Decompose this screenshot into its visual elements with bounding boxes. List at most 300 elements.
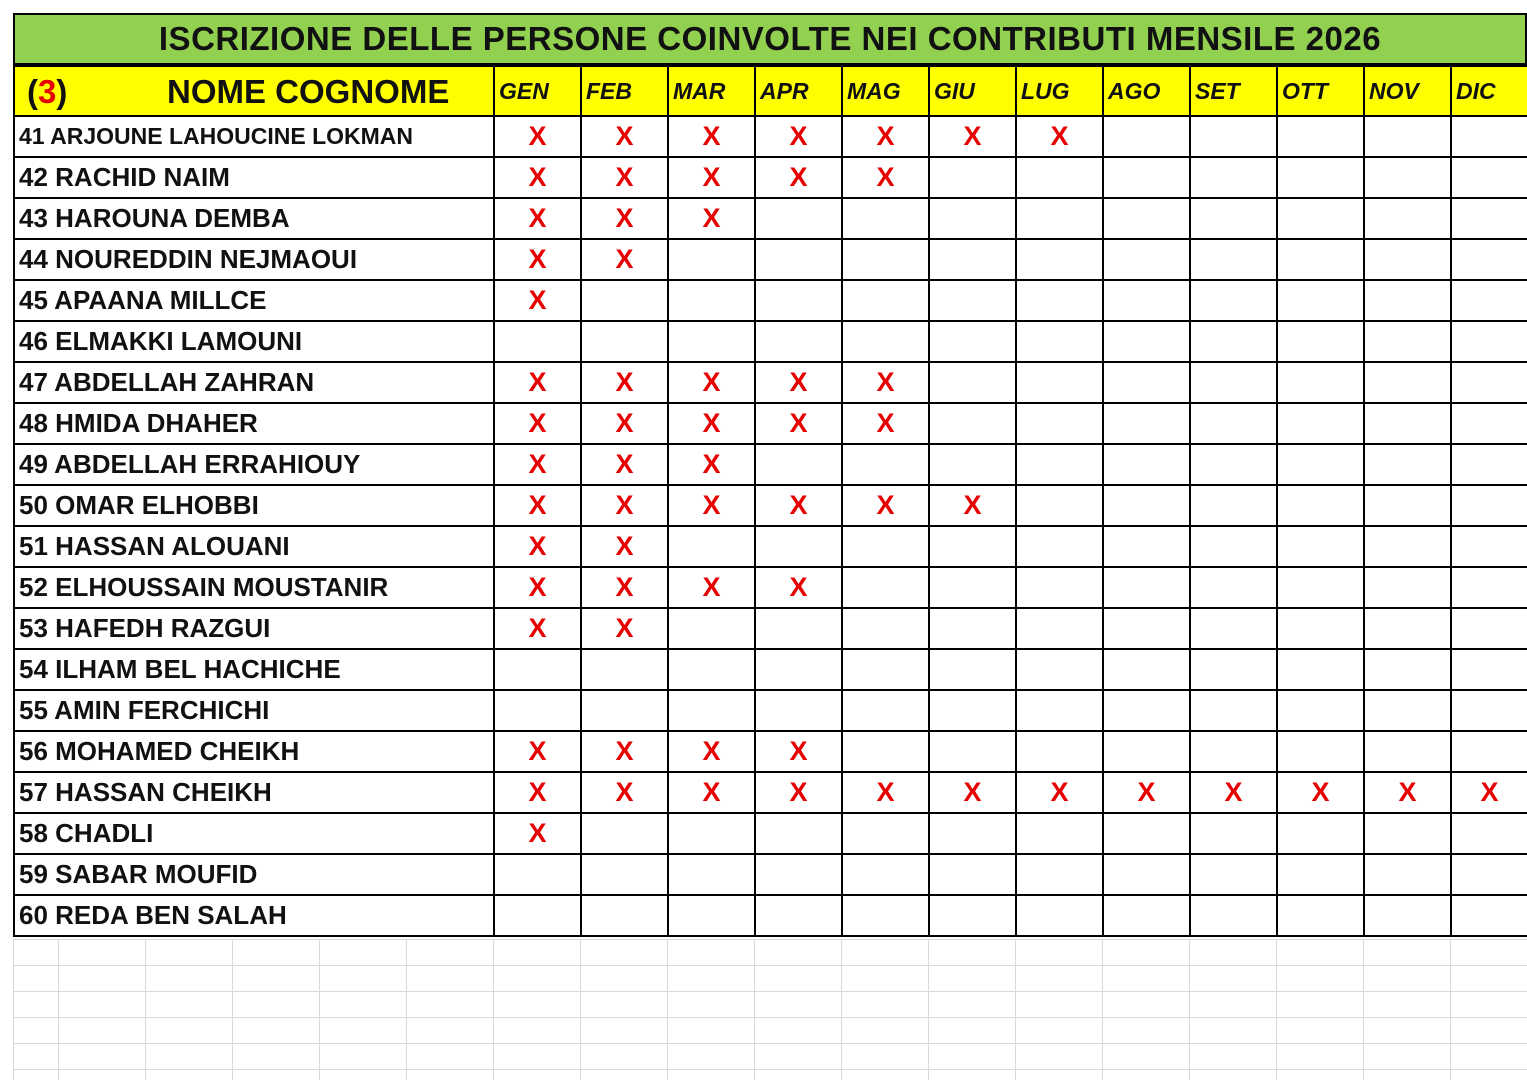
payment-cell-mag[interactable]	[842, 813, 929, 854]
payment-cell-set[interactable]	[1190, 239, 1277, 280]
payment-cell-ott[interactable]	[1277, 157, 1364, 198]
person-name-cell[interactable]: 55 AMIN FERCHICHI	[14, 690, 494, 731]
payment-cell-ago[interactable]	[1103, 157, 1190, 198]
month-header-dic[interactable]: DIC	[1451, 66, 1527, 116]
payment-cell-mag[interactable]	[842, 280, 929, 321]
payment-cell-set[interactable]	[1190, 567, 1277, 608]
month-header-ago[interactable]: AGO	[1103, 66, 1190, 116]
payment-cell-apr[interactable]	[755, 813, 842, 854]
payment-cell-lug[interactable]	[1016, 895, 1103, 936]
group-close: )	[56, 73, 68, 110]
payment-cell-nov[interactable]	[1364, 403, 1451, 444]
payment-cell-lug[interactable]	[1016, 731, 1103, 772]
payment-cell-ago[interactable]	[1103, 403, 1190, 444]
table-row	[14, 895, 1527, 936]
table-row	[14, 157, 1527, 198]
payment-cell-nov[interactable]	[1364, 854, 1451, 895]
payment-cell-ott[interactable]	[1277, 854, 1364, 895]
payment-cell-ago[interactable]	[1103, 854, 1190, 895]
person-name-cell[interactable]: 43 HAROUNA DEMBA	[14, 198, 494, 239]
payment-cell-feb[interactable]: X	[581, 198, 668, 239]
empty-gridlines	[13, 939, 1527, 1080]
payment-cell-mag[interactable]	[842, 895, 929, 936]
table-row	[14, 526, 1527, 567]
payment-cell-mar[interactable]: X	[668, 444, 755, 485]
payment-cell-apr[interactable]	[755, 198, 842, 239]
payment-cell-lug[interactable]	[1016, 403, 1103, 444]
payment-cell-ago[interactable]	[1103, 526, 1190, 567]
payment-cell-giu[interactable]	[929, 444, 1016, 485]
person-name-cell[interactable]: 42 RACHID NAIM	[14, 157, 494, 198]
person-name-cell[interactable]: 48 HMIDA DHAHER	[14, 403, 494, 444]
payment-cell-mar[interactable]	[668, 526, 755, 567]
payment-cell-ott[interactable]	[1277, 280, 1364, 321]
payment-cell-set[interactable]	[1190, 731, 1277, 772]
payment-cell-mag[interactable]: X	[842, 362, 929, 403]
payment-cell-gen[interactable]: X	[494, 444, 581, 485]
payment-cell-gen[interactable]	[494, 854, 581, 895]
payment-cell-mar[interactable]: X	[668, 485, 755, 526]
payment-cell-feb[interactable]: X	[581, 772, 668, 813]
payment-cell-gen[interactable]	[494, 649, 581, 690]
payment-cell-feb[interactable]	[581, 321, 668, 362]
table-row	[14, 854, 1527, 895]
payment-cell-apr[interactable]: X	[755, 485, 842, 526]
payment-cell-mag[interactable]	[842, 567, 929, 608]
payment-cell-giu[interactable]	[929, 567, 1016, 608]
payment-cell-gen[interactable]: X	[494, 116, 581, 157]
payment-cell-gen[interactable]: X	[494, 813, 581, 854]
payment-cell-feb[interactable]: X	[581, 157, 668, 198]
table-row	[14, 690, 1527, 731]
payment-cell-gen[interactable]: X	[494, 403, 581, 444]
payment-cell-mar[interactable]	[668, 649, 755, 690]
payment-cell-ago[interactable]	[1103, 731, 1190, 772]
payment-cell-set[interactable]	[1190, 321, 1277, 362]
payment-cell-ago[interactable]	[1103, 608, 1190, 649]
person-name-cell[interactable]: 53 HAFEDH RAZGUI	[14, 608, 494, 649]
payment-cell-feb[interactable]	[581, 813, 668, 854]
payment-cell-mar[interactable]	[668, 690, 755, 731]
payment-cell-set[interactable]	[1190, 280, 1277, 321]
payment-cell-dic[interactable]	[1451, 485, 1527, 526]
payment-cell-apr[interactable]: X	[755, 772, 842, 813]
payment-cell-gen[interactable]: X	[494, 608, 581, 649]
payment-cell-ott[interactable]	[1277, 649, 1364, 690]
person-name-cell[interactable]: 46 ELMAKKI LAMOUNI	[14, 321, 494, 362]
payment-cell-apr[interactable]: X	[755, 116, 842, 157]
payment-cell-mar[interactable]	[668, 895, 755, 936]
payment-cell-ott[interactable]	[1277, 239, 1364, 280]
payment-cell-set[interactable]	[1190, 157, 1277, 198]
payment-cell-set[interactable]	[1190, 362, 1277, 403]
table-row	[14, 567, 1527, 608]
payment-cell-ago[interactable]	[1103, 895, 1190, 936]
payment-cell-dic[interactable]	[1451, 239, 1527, 280]
payment-cell-dic[interactable]	[1451, 321, 1527, 362]
payment-cell-set[interactable]	[1190, 690, 1277, 731]
payment-cell-nov[interactable]	[1364, 567, 1451, 608]
payment-cell-lug[interactable]	[1016, 362, 1103, 403]
payment-cell-feb[interactable]	[581, 854, 668, 895]
payment-cell-nov[interactable]	[1364, 690, 1451, 731]
person-name-cell[interactable]: 49 ABDELLAH ERRAHIOUY	[14, 444, 494, 485]
payment-cell-ott[interactable]	[1277, 731, 1364, 772]
payment-cell-nov[interactable]	[1364, 239, 1451, 280]
payment-cell-ago[interactable]	[1103, 280, 1190, 321]
person-name-cell[interactable]: 56 MOHAMED CHEIKH	[14, 731, 494, 772]
header-row	[14, 66, 1527, 116]
payment-cell-giu[interactable]	[929, 280, 1016, 321]
table-row	[14, 198, 1527, 239]
payment-cell-mag[interactable]: X	[842, 403, 929, 444]
table-row	[14, 116, 1527, 157]
payment-cell-mag[interactable]	[842, 239, 929, 280]
payment-cell-mag[interactable]	[842, 731, 929, 772]
payment-cell-mar[interactable]	[668, 608, 755, 649]
payment-cell-dic[interactable]	[1451, 649, 1527, 690]
payment-cell-mag[interactable]: X	[842, 485, 929, 526]
person-name-cell[interactable]: 44 NOUREDDIN NEJMAOUI	[14, 239, 494, 280]
payment-cell-gen[interactable]	[494, 895, 581, 936]
payment-cell-giu[interactable]: X	[929, 772, 1016, 813]
payment-cell-gen[interactable]: X	[494, 485, 581, 526]
payment-cell-dic[interactable]	[1451, 567, 1527, 608]
payment-cell-feb[interactable]	[581, 280, 668, 321]
payment-cell-nov[interactable]	[1364, 526, 1451, 567]
payment-cell-ott[interactable]	[1277, 690, 1364, 731]
header-name-cell[interactable]	[14, 66, 494, 116]
payment-cell-lug[interactable]	[1016, 280, 1103, 321]
payment-cell-ago[interactable]	[1103, 444, 1190, 485]
payment-cell-giu[interactable]	[929, 813, 1016, 854]
payment-cell-ott[interactable]	[1277, 895, 1364, 936]
payment-cell-nov[interactable]	[1364, 731, 1451, 772]
payment-cell-ago[interactable]	[1103, 362, 1190, 403]
payment-cell-feb[interactable]	[581, 649, 668, 690]
person-name-cell[interactable]: 41 ARJOUNE LAHOUCINE LOKMAN	[14, 116, 494, 157]
payment-cell-apr[interactable]: X	[755, 567, 842, 608]
person-name-cell[interactable]: 58 CHADLI	[14, 813, 494, 854]
payment-cell-mar[interactable]	[668, 280, 755, 321]
payment-cell-ago[interactable]: X	[1103, 772, 1190, 813]
payment-cell-nov[interactable]	[1364, 362, 1451, 403]
person-name-cell[interactable]: 57 HASSAN CHEIKH	[14, 772, 494, 813]
payment-cell-apr[interactable]	[755, 608, 842, 649]
month-header-nov[interactable]: NOV	[1364, 66, 1451, 116]
payment-cell-lug[interactable]	[1016, 608, 1103, 649]
payment-cell-giu[interactable]	[929, 608, 1016, 649]
payment-cell-set[interactable]: X	[1190, 772, 1277, 813]
payment-cell-mar[interactable]	[668, 813, 755, 854]
payment-cell-gen[interactable]: X	[494, 198, 581, 239]
payment-cell-set[interactable]	[1190, 813, 1277, 854]
payment-cell-set[interactable]	[1190, 485, 1277, 526]
payment-cell-gen[interactable]: X	[494, 772, 581, 813]
payment-cell-mag[interactable]	[842, 649, 929, 690]
payment-cell-ott[interactable]	[1277, 485, 1364, 526]
group-number-value: 3	[38, 73, 57, 110]
payment-cell-set[interactable]	[1190, 608, 1277, 649]
payment-cell-lug[interactable]	[1016, 649, 1103, 690]
person-name-cell[interactable]: 60 REDA BEN SALAH	[14, 895, 494, 936]
payment-cell-giu[interactable]	[929, 198, 1016, 239]
month-header-giu[interactable]: GIU	[929, 66, 1016, 116]
payment-cell-gen[interactable]: X	[494, 239, 581, 280]
payment-cell-ott[interactable]	[1277, 526, 1364, 567]
payment-cell-mar[interactable]: X	[668, 116, 755, 157]
payment-cell-nov[interactable]	[1364, 485, 1451, 526]
payment-cell-giu[interactable]	[929, 157, 1016, 198]
payment-cell-mar[interactable]	[668, 321, 755, 362]
payment-cell-dic[interactable]	[1451, 280, 1527, 321]
payment-cell-nov[interactable]	[1364, 649, 1451, 690]
payment-cell-feb[interactable]: X	[581, 567, 668, 608]
payment-cell-lug[interactable]	[1016, 526, 1103, 567]
payment-cell-feb[interactable]: X	[581, 526, 668, 567]
payment-cell-lug[interactable]	[1016, 690, 1103, 731]
payment-cell-mag[interactable]: X	[842, 157, 929, 198]
table-row	[14, 321, 1527, 362]
payment-cell-nov[interactable]	[1364, 116, 1451, 157]
payment-cell-giu[interactable]	[929, 362, 1016, 403]
payment-cell-apr[interactable]	[755, 690, 842, 731]
payment-cell-gen[interactable]	[494, 321, 581, 362]
table-row	[14, 362, 1527, 403]
payment-cell-mar[interactable]	[668, 854, 755, 895]
payment-cell-dic[interactable]	[1451, 608, 1527, 649]
payment-cell-mag[interactable]: X	[842, 772, 929, 813]
payment-cell-dic[interactable]	[1451, 157, 1527, 198]
payment-cell-dic[interactable]	[1451, 526, 1527, 567]
payment-cell-giu[interactable]	[929, 731, 1016, 772]
payment-cell-apr[interactable]	[755, 321, 842, 362]
payment-cell-set[interactable]	[1190, 198, 1277, 239]
table-row	[14, 485, 1527, 526]
payment-cell-lug[interactable]	[1016, 567, 1103, 608]
payment-cell-gen[interactable]: X	[494, 567, 581, 608]
payment-cell-dic[interactable]	[1451, 198, 1527, 239]
payment-cell-nov[interactable]	[1364, 608, 1451, 649]
payment-cell-nov[interactable]	[1364, 813, 1451, 854]
payment-cell-mar[interactable]: X	[668, 198, 755, 239]
person-name-cell[interactable]: 52 ELHOUSSAIN MOUSTANIR	[14, 567, 494, 608]
payment-cell-ott[interactable]	[1277, 444, 1364, 485]
person-name-cell[interactable]: 47 ABDELLAH ZAHRAN	[14, 362, 494, 403]
payment-cell-ago[interactable]	[1103, 567, 1190, 608]
payment-cell-gen[interactable]: X	[494, 526, 581, 567]
payment-cell-apr[interactable]: X	[755, 157, 842, 198]
payment-cell-nov[interactable]	[1364, 444, 1451, 485]
month-header-mar[interactable]: MAR	[668, 66, 755, 116]
person-name-cell[interactable]: 50 OMAR ELHOBBI	[14, 485, 494, 526]
payment-cell-ott[interactable]	[1277, 116, 1364, 157]
person-name-cell[interactable]: 54 ILHAM BEL HACHICHE	[14, 649, 494, 690]
payment-cell-set[interactable]	[1190, 526, 1277, 567]
payment-cell-apr[interactable]	[755, 895, 842, 936]
month-header-set[interactable]: SET	[1190, 66, 1277, 116]
person-name-cell[interactable]: 59 SABAR MOUFID	[14, 854, 494, 895]
payment-cell-apr[interactable]: X	[755, 403, 842, 444]
payment-cell-feb[interactable]: X	[581, 485, 668, 526]
payment-cell-ago[interactable]	[1103, 116, 1190, 157]
payment-cell-apr[interactable]	[755, 444, 842, 485]
payment-cell-giu[interactable]	[929, 690, 1016, 731]
payment-cell-feb[interactable]: X	[581, 608, 668, 649]
payment-cell-apr[interactable]	[755, 854, 842, 895]
payment-cell-apr[interactable]: X	[755, 731, 842, 772]
table-row	[14, 649, 1527, 690]
payment-cell-ott[interactable]	[1277, 362, 1364, 403]
payment-cell-dic[interactable]	[1451, 116, 1527, 157]
payment-cell-mar[interactable]: X	[668, 731, 755, 772]
month-header-lug[interactable]: LUG	[1016, 66, 1103, 116]
table-row	[14, 280, 1527, 321]
payment-cell-mag[interactable]	[842, 854, 929, 895]
payment-cell-mar[interactable]: X	[668, 567, 755, 608]
payment-cell-gen[interactable]	[494, 690, 581, 731]
payment-cell-nov[interactable]: X	[1364, 772, 1451, 813]
payment-cell-giu[interactable]	[929, 526, 1016, 567]
payment-cell-ago[interactable]	[1103, 813, 1190, 854]
payment-cell-nov[interactable]	[1364, 895, 1451, 936]
payment-cell-apr[interactable]	[755, 239, 842, 280]
payment-cell-gen[interactable]: X	[494, 731, 581, 772]
payment-cell-feb[interactable]	[581, 690, 668, 731]
payment-cell-ago[interactable]	[1103, 321, 1190, 362]
table-row	[14, 239, 1527, 280]
payment-cell-ott[interactable]	[1277, 608, 1364, 649]
table-row	[14, 813, 1527, 854]
month-header-gen[interactable]: GEN	[494, 66, 581, 116]
payment-cell-lug[interactable]	[1016, 854, 1103, 895]
month-header-mag[interactable]: MAG	[842, 66, 929, 116]
month-header-apr[interactable]: APR	[755, 66, 842, 116]
payment-cell-nov[interactable]	[1364, 198, 1451, 239]
payment-cell-feb[interactable]: X	[581, 403, 668, 444]
payment-cell-mag[interactable]	[842, 198, 929, 239]
month-header-ott[interactable]: OTT	[1277, 66, 1364, 116]
payment-cell-dic[interactable]	[1451, 854, 1527, 895]
payment-cell-lug[interactable]	[1016, 198, 1103, 239]
payment-cell-ago[interactable]	[1103, 649, 1190, 690]
payment-cell-apr[interactable]: X	[755, 362, 842, 403]
payment-cell-dic[interactable]	[1451, 403, 1527, 444]
sheet-title[interactable]: ISCRIZIONE DELLE PERSONE COINVOLTE NEI CONTRIBUTI MENSILE 2026	[13, 13, 1527, 65]
person-name-cell[interactable]: 45 APAANA MILLCE	[14, 280, 494, 321]
payment-cell-lug[interactable]	[1016, 485, 1103, 526]
payment-cell-dic[interactable]	[1451, 362, 1527, 403]
payment-cell-set[interactable]	[1190, 895, 1277, 936]
table-row	[14, 772, 1527, 813]
table-row	[14, 444, 1527, 485]
table-row	[14, 608, 1527, 649]
payment-cell-set[interactable]	[1190, 854, 1277, 895]
payment-cell-ott[interactable]	[1277, 403, 1364, 444]
payment-cell-lug[interactable]	[1016, 813, 1103, 854]
payment-cell-ott[interactable]	[1277, 321, 1364, 362]
payment-cell-nov[interactable]	[1364, 321, 1451, 362]
payment-cell-giu[interactable]	[929, 854, 1016, 895]
payment-cell-set[interactable]	[1190, 649, 1277, 690]
payment-cell-lug[interactable]: X	[1016, 116, 1103, 157]
name-column-label: NOME COGNOME	[167, 73, 450, 110]
payment-cell-giu[interactable]	[929, 895, 1016, 936]
payment-cell-feb[interactable]: X	[581, 731, 668, 772]
payment-cell-giu[interactable]	[929, 321, 1016, 362]
person-name-cell[interactable]: 51 HASSAN ALOUANI	[14, 526, 494, 567]
payment-cell-apr[interactable]	[755, 280, 842, 321]
payment-cell-ago[interactable]	[1103, 485, 1190, 526]
payment-cell-feb[interactable]: X	[581, 116, 668, 157]
payment-cell-nov[interactable]	[1364, 280, 1451, 321]
payment-cell-mag[interactable]	[842, 321, 929, 362]
payment-cell-giu[interactable]	[929, 403, 1016, 444]
payment-cell-gen[interactable]: X	[494, 157, 581, 198]
payment-cell-lug[interactable]	[1016, 444, 1103, 485]
payment-cell-ott[interactable]	[1277, 567, 1364, 608]
payment-cell-mag[interactable]	[842, 608, 929, 649]
payment-cell-mar[interactable]	[668, 239, 755, 280]
payment-cell-giu[interactable]	[929, 649, 1016, 690]
payment-cell-giu[interactable]: X	[929, 116, 1016, 157]
table-row	[14, 403, 1527, 444]
payment-cell-lug[interactable]	[1016, 239, 1103, 280]
payment-cell-ago[interactable]	[1103, 690, 1190, 731]
payment-cell-lug[interactable]	[1016, 157, 1103, 198]
payment-cell-ott[interactable]	[1277, 813, 1364, 854]
payment-cell-nov[interactable]	[1364, 157, 1451, 198]
payment-cell-dic[interactable]	[1451, 444, 1527, 485]
payment-cell-gen[interactable]: X	[494, 362, 581, 403]
payment-cell-giu[interactable]: X	[929, 485, 1016, 526]
payment-cell-set[interactable]	[1190, 403, 1277, 444]
payment-cell-feb[interactable]: X	[581, 362, 668, 403]
payment-cell-apr[interactable]	[755, 526, 842, 567]
group-number	[27, 73, 67, 111]
payment-cell-dic[interactable]	[1451, 731, 1527, 772]
payment-cell-dic[interactable]	[1451, 690, 1527, 731]
payment-cell-mag[interactable]	[842, 690, 929, 731]
payment-cell-mag[interactable]: X	[842, 116, 929, 157]
payment-cell-apr[interactable]	[755, 649, 842, 690]
payment-cell-mar[interactable]: X	[668, 157, 755, 198]
payment-cell-set[interactable]	[1190, 444, 1277, 485]
payment-cell-ott[interactable]: X	[1277, 772, 1364, 813]
payment-cell-dic[interactable]	[1451, 895, 1527, 936]
payment-cell-gen[interactable]: X	[494, 280, 581, 321]
payment-cell-dic[interactable]: X	[1451, 772, 1527, 813]
payment-cell-mag[interactable]	[842, 526, 929, 567]
payment-cell-feb[interactable]	[581, 895, 668, 936]
group-open: (	[27, 73, 38, 110]
payment-cell-ago[interactable]	[1103, 198, 1190, 239]
payment-cell-mag[interactable]	[842, 444, 929, 485]
payment-cell-ott[interactable]	[1277, 198, 1364, 239]
payment-cell-dic[interactable]	[1451, 813, 1527, 854]
payment-cell-mar[interactable]: X	[668, 772, 755, 813]
payment-cell-ago[interactable]	[1103, 239, 1190, 280]
payment-cell-set[interactable]	[1190, 116, 1277, 157]
payment-cell-lug[interactable]	[1016, 321, 1103, 362]
payment-cell-feb[interactable]: X	[581, 239, 668, 280]
payment-cell-mar[interactable]: X	[668, 362, 755, 403]
month-header-feb[interactable]: FEB	[581, 66, 668, 116]
payment-cell-feb[interactable]: X	[581, 444, 668, 485]
payment-cell-lug[interactable]: X	[1016, 772, 1103, 813]
payment-cell-giu[interactable]	[929, 239, 1016, 280]
payment-cell-mar[interactable]: X	[668, 403, 755, 444]
